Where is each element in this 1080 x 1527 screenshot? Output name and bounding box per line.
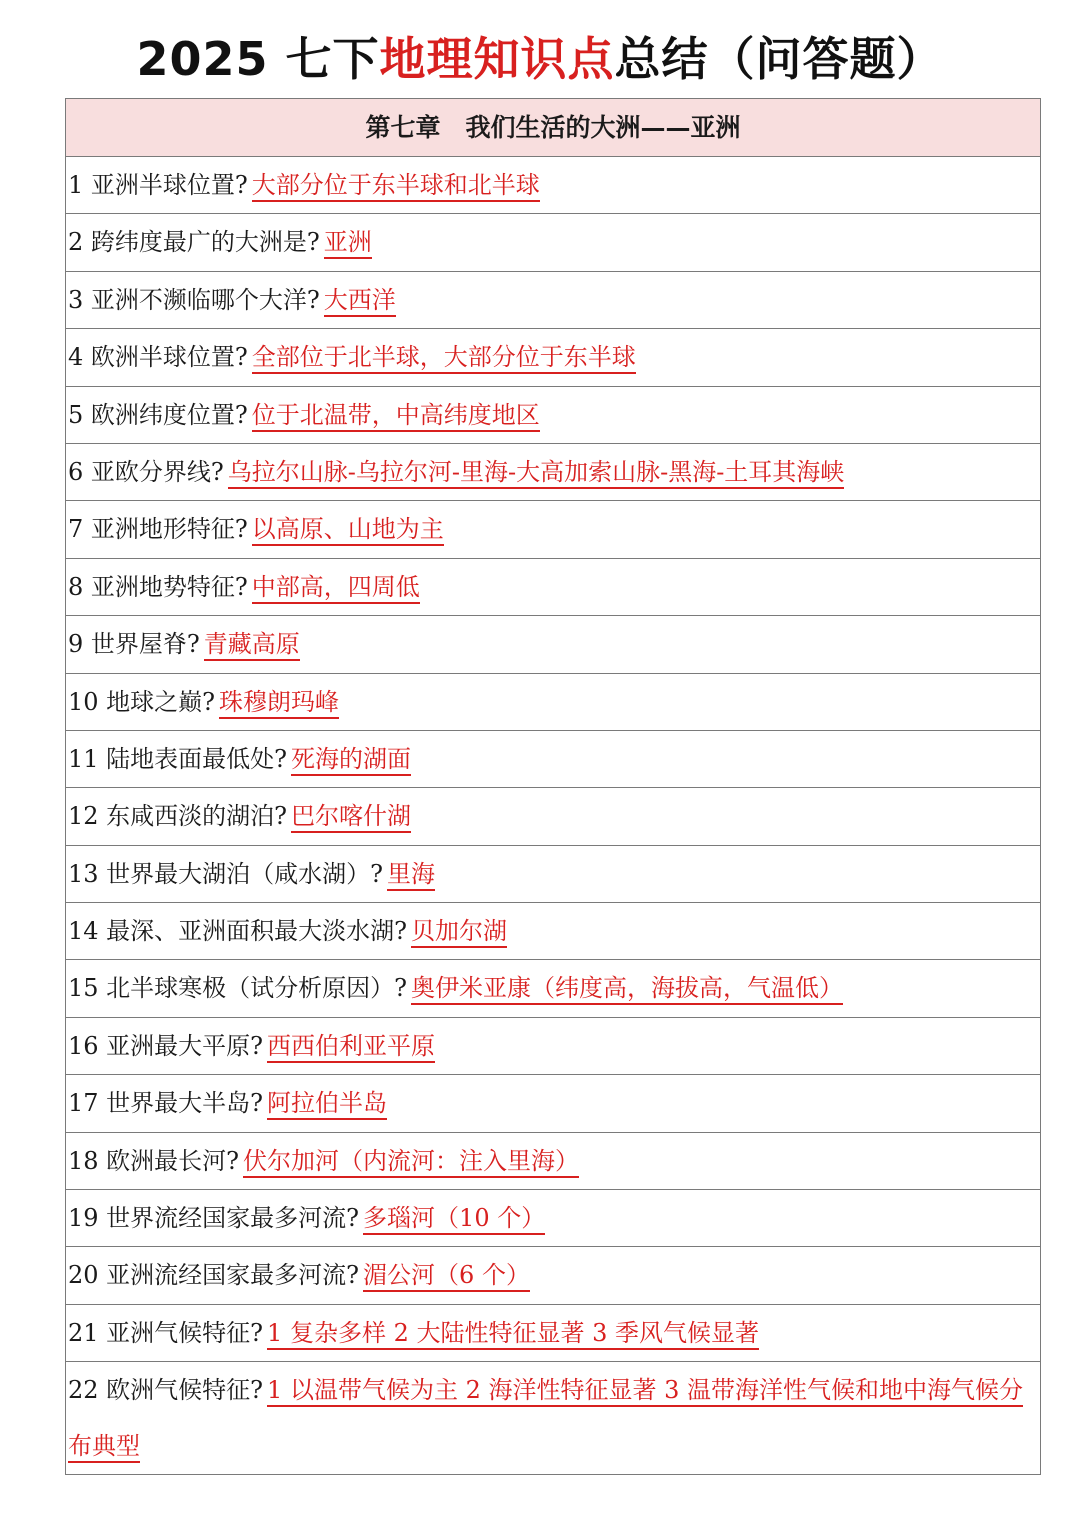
question-8: 8 亚洲地势特征? <box>68 572 248 601</box>
qa-row-3 <box>66 272 1040 329</box>
answer-11: 死海的湖面 <box>291 745 411 776</box>
qa-row-17 <box>66 1075 1040 1132</box>
question-18: 18 欧洲最长河? <box>68 1146 240 1175</box>
answer-14: 贝加尔湖 <box>411 917 507 948</box>
answer-16: 西西伯利亚平原 <box>267 1032 435 1063</box>
answer-6: 乌拉尔山脉-乌拉尔河-里海-大高加索山脉-黑海-土耳其海峡 <box>228 458 845 489</box>
question-6: 6 亚欧分界线? <box>68 457 224 486</box>
qa-row-20 <box>66 1247 1040 1304</box>
question-4: 4 欧洲半球位置? <box>68 343 248 372</box>
answer-13: 里海 <box>387 860 435 891</box>
title-part-2: 地理知识点 <box>379 32 615 86</box>
answer-18: 伏尔加河（内流河：注入里海） <box>243 1147 579 1178</box>
qa-row-12 <box>66 788 1040 845</box>
question-16: 16 亚洲最大平原? <box>68 1031 264 1060</box>
question-17: 17 世界最大半岛? <box>68 1089 264 1118</box>
question-12: 12 东咸西淡的湖泊? <box>68 802 288 831</box>
qa-row-8 <box>66 559 1040 616</box>
qa-row-11 <box>66 731 1040 788</box>
question-2: 2 跨纬度最广的大洲是? <box>68 228 320 257</box>
question-15: 15 北半球寒极（试分析原因）? <box>68 974 408 1003</box>
qa-row-1 <box>66 157 1040 214</box>
qa-row-19 <box>66 1190 1040 1247</box>
answer-21: 1 复杂多样 2 大陆性特征显著 3 季风气候显著 <box>267 1319 759 1350</box>
answer-19: 多瑙河（10 个） <box>363 1204 545 1235</box>
answer-12: 巴尔喀什湖 <box>291 802 411 833</box>
question-9: 9 世界屋脊? <box>68 630 200 659</box>
question-1: 1 亚洲半球位置? <box>68 171 248 199</box>
answer-3: 大西洋 <box>324 286 396 317</box>
qa-row-21 <box>66 1305 1040 1362</box>
answer-9: 青藏高原 <box>204 630 300 661</box>
qa-row-14 <box>66 903 1040 960</box>
qa-row-18 <box>66 1133 1040 1190</box>
answer-22: 1 以温带气候为主 2 海洋性特征显著 3 温带海洋性气候和地中海气候分布典型 <box>68 1376 1023 1463</box>
qa-row-15 <box>66 960 1040 1017</box>
qa-row-4 <box>66 329 1040 386</box>
qa-row-2 <box>66 214 1040 271</box>
qa-row-6 <box>66 444 1040 501</box>
question-20: 20 亚洲流经国家最多河流? <box>68 1261 360 1290</box>
question-7: 7 亚洲地形特征? <box>68 515 248 544</box>
question-3: 3 亚洲不濒临哪个大洋? <box>68 285 320 314</box>
answer-17: 阿拉伯半岛 <box>267 1089 387 1120</box>
answer-20: 湄公河（6 个） <box>363 1261 530 1292</box>
answer-15: 奥伊米亚康（纬度高，海拔高，气温低） <box>411 974 843 1005</box>
qa-table <box>65 98 1041 1475</box>
answer-2: 亚洲 <box>324 228 372 259</box>
question-11: 11 陆地表面最低处? <box>68 744 288 773</box>
page-title <box>0 28 1080 90</box>
answer-5: 位于北温带，中高纬度地区 <box>252 401 540 432</box>
answer-1: 大部分位于东半球和北半球 <box>252 171 540 202</box>
question-22: 22 欧洲气候特征? <box>68 1376 264 1405</box>
answer-7: 以高原、山地为主 <box>252 515 444 546</box>
answer-8: 中部高，四周低 <box>252 573 420 604</box>
question-10: 10 地球之巅? <box>68 687 216 716</box>
qa-row-9 <box>66 616 1040 673</box>
question-13: 13 世界最大湖泊（咸水湖）? <box>68 859 384 888</box>
question-21: 21 亚洲气候特征? <box>68 1318 264 1347</box>
title-part-3: 总结（问答题） <box>614 32 944 86</box>
question-19: 19 世界流经国家最多河流? <box>68 1204 360 1233</box>
title-part-1: 2025 七下 <box>136 32 380 86</box>
answer-4: 全部位于北半球，大部分位于东半球 <box>252 343 636 374</box>
qa-row-10 <box>66 674 1040 731</box>
qa-row-13 <box>66 846 1040 903</box>
answer-10: 珠穆朗玛峰 <box>219 688 339 719</box>
question-5: 5 欧洲纬度位置? <box>68 400 248 429</box>
question-14: 14 最深、亚洲面积最大淡水湖? <box>68 917 408 946</box>
chapter-header: 第七章 我们生活的大洲——亚洲 <box>66 99 1040 157</box>
qa-row-22 <box>66 1362 1040 1474</box>
qa-row-16 <box>66 1018 1040 1075</box>
qa-row-5 <box>66 387 1040 444</box>
qa-row-7 <box>66 501 1040 558</box>
